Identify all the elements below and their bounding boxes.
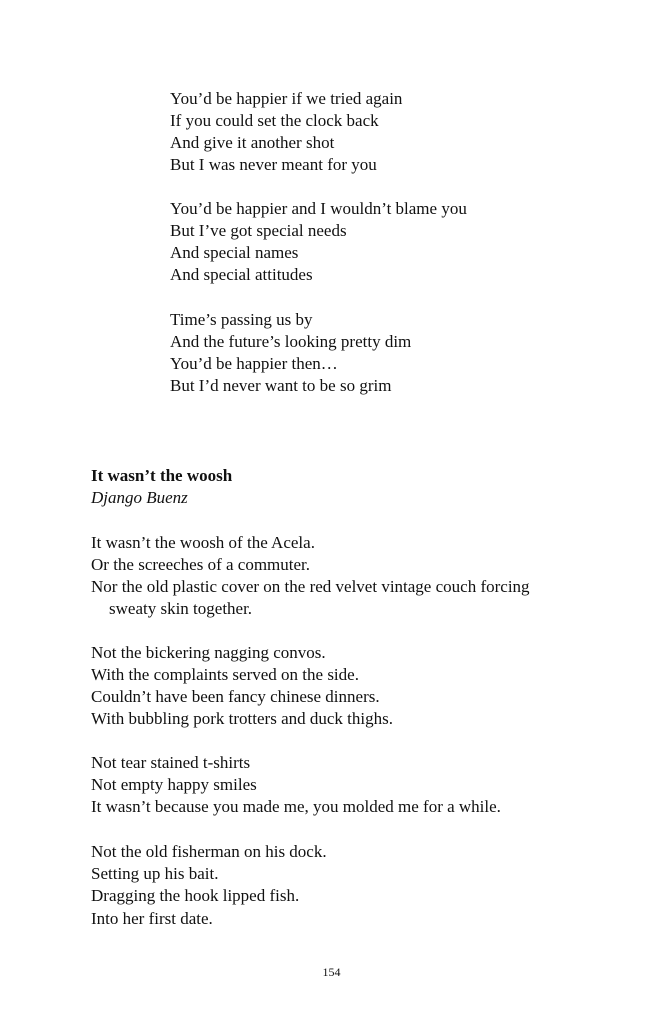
poem-line: You’d be happier and I wouldn’t blame you bbox=[170, 199, 467, 218]
page-number: 154 bbox=[322, 965, 341, 979]
poem-line: But I was never meant for you bbox=[170, 155, 377, 174]
poem-line: It wasn’t because you made me, you molded me for a while. bbox=[91, 797, 501, 816]
poem-line: But I’d never want to be so grim bbox=[170, 376, 392, 395]
poem-line: Time’s passing us by bbox=[170, 310, 313, 329]
poem-line: If you could set the clock back bbox=[170, 111, 379, 130]
poem-line: It wasn’t the woosh of the Acela. bbox=[91, 533, 315, 552]
poem-line: You’d be happier then… bbox=[170, 354, 338, 373]
poem-line: Not tear stained t-shirts bbox=[91, 753, 251, 772]
poem-author: Django Buenz bbox=[91, 488, 188, 507]
poem-line: Or the screeches of a commuter. bbox=[91, 555, 311, 574]
poem-line: Not the old fisherman on his dock. bbox=[91, 842, 327, 861]
poem-line: Dragging the hook lipped fish. bbox=[91, 886, 300, 905]
poem-line: Into her first date. bbox=[91, 909, 213, 928]
poem-line: With the complaints served on the side. bbox=[91, 665, 359, 684]
poem-line: Nor the old plastic cover on the red velvet vintage couch forcing bbox=[91, 577, 530, 596]
poem-line: With bubbling pork trotters and duck thighs. bbox=[91, 709, 393, 728]
poem-line-continuation: sweaty skin together. bbox=[109, 599, 253, 618]
poem-line: And the future’s looking pretty dim bbox=[170, 332, 412, 351]
poem-line: Not empty happy smiles bbox=[91, 775, 257, 794]
poem-line: Couldn’t have been fancy chinese dinners. bbox=[91, 687, 380, 706]
poem-title: It wasn’t the woosh bbox=[91, 466, 233, 485]
poem-line: Setting up his bait. bbox=[91, 864, 219, 883]
poem-line: Not the bickering nagging convos. bbox=[91, 643, 326, 662]
poem-line: You’d be happier if we tried again bbox=[170, 89, 403, 108]
poem-line: And give it another shot bbox=[170, 133, 335, 152]
poem-line: But I’ve got special needs bbox=[170, 221, 347, 240]
poem-line: And special names bbox=[170, 243, 299, 262]
poem-line: And special attitudes bbox=[170, 265, 313, 284]
